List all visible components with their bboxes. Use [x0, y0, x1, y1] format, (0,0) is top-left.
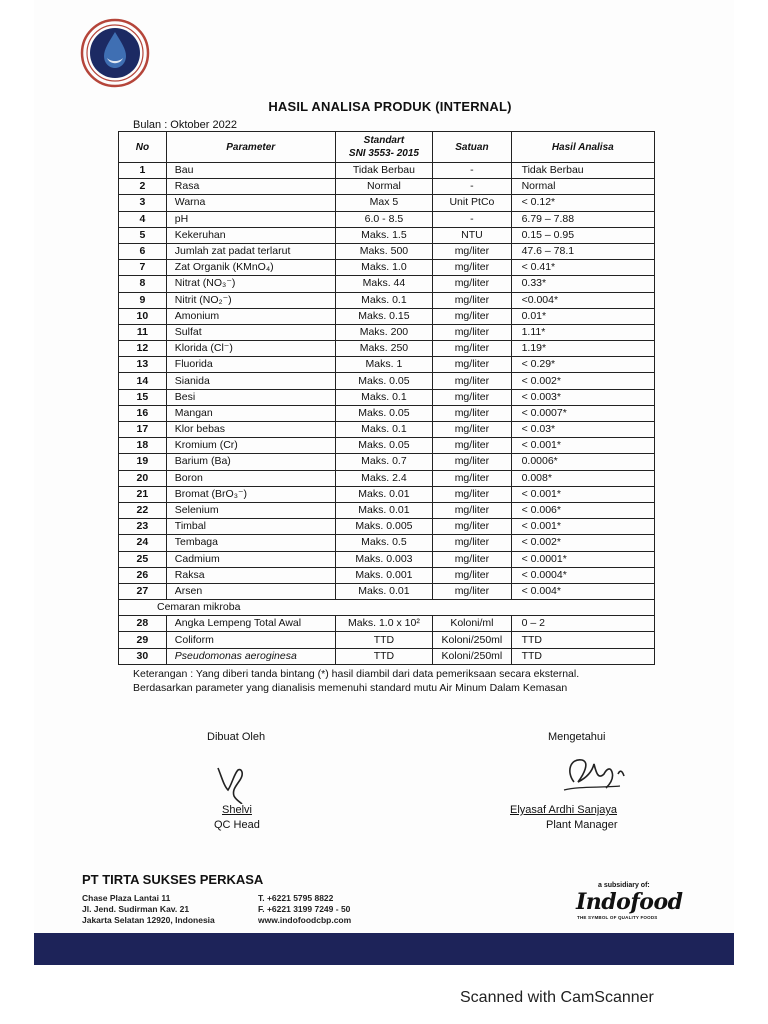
- table-row: [119, 276, 655, 292]
- cell-std: 6.0 - 8.5: [335, 211, 433, 227]
- cell-param: Nitrat (NO₃⁻): [166, 276, 335, 292]
- cell-unit: mg/liter: [433, 308, 511, 324]
- cell-unit: mg/liter: [433, 422, 511, 438]
- table-header-row: [119, 132, 655, 163]
- cell-std: Maks. 0.01: [335, 502, 433, 518]
- cell-res: < 0.003*: [511, 389, 654, 405]
- cell-std: Normal: [335, 179, 433, 195]
- cell-param: Mangan: [166, 405, 335, 421]
- cell-no: 5: [119, 227, 167, 243]
- cell-unit: mg/liter: [433, 276, 511, 292]
- cell-unit: mg/liter: [433, 438, 511, 454]
- cell-param: Bau: [166, 163, 335, 179]
- table-row: [119, 211, 655, 227]
- cell-param: Warna: [166, 195, 335, 211]
- report-month: Bulan : Oktober 2022: [133, 119, 237, 131]
- cell-no: 6: [119, 243, 167, 259]
- cell-std: Maks. 0.001: [335, 567, 433, 583]
- cell-no: 14: [119, 373, 167, 389]
- cell-std: Maks. 500: [335, 243, 433, 259]
- cell-no: 21: [119, 486, 167, 502]
- cell-param: Cadmium: [166, 551, 335, 567]
- cell-unit: -: [433, 211, 511, 227]
- cell-std: Maks. 0.05: [335, 405, 433, 421]
- cell-std: Maks. 0.003: [335, 551, 433, 567]
- cell-param: Kromium (Cr): [166, 438, 335, 454]
- cell-no: 1: [119, 163, 167, 179]
- cell-std: TTD: [335, 632, 433, 648]
- cell-res: Normal: [511, 179, 654, 195]
- cell-no: 19: [119, 454, 167, 470]
- table-row: [119, 227, 655, 243]
- cell-no: 28: [119, 616, 167, 632]
- cell-res: < 0.001*: [511, 486, 654, 502]
- table-row: [119, 502, 655, 518]
- cell-res: 0.0006*: [511, 454, 654, 470]
- cell-unit: Koloni/250ml: [433, 632, 511, 648]
- cell-res: < 0.0001*: [511, 551, 654, 567]
- cell-unit: mg/liter: [433, 454, 511, 470]
- cell-res: <0.004*: [511, 292, 654, 308]
- cell-param: Nitrit (NO₂⁻): [166, 292, 335, 308]
- cell-no: 29: [119, 632, 167, 648]
- cell-res: < 0.001*: [511, 438, 654, 454]
- cell-no: 26: [119, 567, 167, 583]
- cell-unit: mg/liter: [433, 357, 511, 373]
- cell-no: 9: [119, 292, 167, 308]
- indofood-logo: Indofood: [576, 889, 683, 915]
- cell-res: 0.01*: [511, 308, 654, 324]
- cell-unit: NTU: [433, 227, 511, 243]
- cell-unit: Koloni/250ml: [433, 648, 511, 664]
- cell-std: Maks. 1.0: [335, 260, 433, 276]
- cell-std: Maks. 250: [335, 341, 433, 357]
- table-row: [119, 486, 655, 502]
- cell-res: 6.79 – 7.88: [511, 211, 654, 227]
- page-title: HASIL ANALISA PRODUK (INTERNAL): [268, 99, 512, 114]
- known-by-name: Elyasaf Ardhi Sanjaya: [510, 804, 618, 816]
- cell-param: Klorida (Cl⁻): [166, 341, 335, 357]
- table-row: [119, 357, 655, 373]
- table-row: [119, 389, 655, 405]
- cell-param: Angka Lempeng Total Awal: [166, 616, 335, 632]
- cell-unit: mg/liter: [433, 260, 511, 276]
- table-row: [119, 519, 655, 535]
- cell-std: Tidak Berbau: [335, 163, 433, 179]
- cell-unit: -: [433, 163, 511, 179]
- cell-unit: mg/liter: [433, 324, 511, 340]
- col-result: Hasil Analisa: [511, 132, 654, 163]
- company-website: www.indofoodcbp.com: [258, 915, 352, 925]
- table-row: [119, 308, 655, 324]
- cell-param: Coliform: [166, 632, 335, 648]
- cell-param: Besi: [166, 389, 335, 405]
- cell-param: Raksa: [166, 567, 335, 583]
- cell-param: Klor bebas: [166, 422, 335, 438]
- cell-param: pH: [166, 211, 335, 227]
- cell-std: Maks. 1.0 x 10²: [335, 616, 433, 632]
- cell-no: 2: [119, 179, 167, 195]
- cell-unit: mg/liter: [433, 567, 511, 583]
- cell-std: Maks. 0.01: [335, 486, 433, 502]
- col-unit: Satuan: [433, 132, 511, 163]
- cell-no: 27: [119, 583, 167, 599]
- cell-res: 0.15 – 0.95: [511, 227, 654, 243]
- subsidiary-label: a subsidiary of:: [598, 882, 650, 889]
- cell-no: 4: [119, 211, 167, 227]
- cell-std: Maks. 200: [335, 324, 433, 340]
- cell-res: < 0.03*: [511, 422, 654, 438]
- cell-no: 11: [119, 324, 167, 340]
- cell-res: < 0.002*: [511, 535, 654, 551]
- table-row: [119, 616, 655, 632]
- cell-std: Maks. 0.5: [335, 535, 433, 551]
- note-line-2: Berdasarkan parameter yang dianalisis memenuhi standard mutu Air Minum Dalam Kemasan: [133, 682, 568, 694]
- table-row: [119, 243, 655, 259]
- cell-no: 3: [119, 195, 167, 211]
- col-no: No: [119, 132, 167, 163]
- note-line-1: Keterangan : Yang diberi tanda bintang (*) hasil diambil dari data pemeriksaan secara eksternal.: [133, 668, 580, 680]
- cell-param: Bromat (BrO₃⁻): [166, 486, 335, 502]
- cell-no: 10: [119, 308, 167, 324]
- cell-res: Tidak Berbau: [511, 163, 654, 179]
- table-row: [119, 373, 655, 389]
- col-standard: Standart SNI 3553- 2015: [335, 132, 433, 163]
- cell-param: Pseudomonas aeroginesa: [166, 648, 335, 664]
- cell-unit: mg/liter: [433, 502, 511, 518]
- table-row: [119, 163, 655, 179]
- table-row: [119, 260, 655, 276]
- section-label: Cemaran mikroba: [119, 600, 655, 616]
- cell-res: TTD: [511, 648, 654, 664]
- cell-std: Maks. 0.05: [335, 438, 433, 454]
- cell-no: 7: [119, 260, 167, 276]
- table-row: [119, 438, 655, 454]
- cell-param: Amonium: [166, 308, 335, 324]
- cell-no: 17: [119, 422, 167, 438]
- cell-no: 24: [119, 535, 167, 551]
- company-logo-icon: [80, 18, 150, 88]
- table-row: [119, 324, 655, 340]
- made-by-name: Shelvi: [222, 804, 252, 816]
- table-row: [119, 422, 655, 438]
- cell-res: 47.6 – 78.1: [511, 243, 654, 259]
- table-row: [119, 535, 655, 551]
- table-row: [119, 567, 655, 583]
- cell-res: < 0.41*: [511, 260, 654, 276]
- cell-param: Sulfat: [166, 324, 335, 340]
- cell-std: TTD: [335, 648, 433, 664]
- cell-res: < 0.12*: [511, 195, 654, 211]
- cell-res: < 0.001*: [511, 519, 654, 535]
- cell-unit: -: [433, 179, 511, 195]
- cell-res: < 0.0007*: [511, 405, 654, 421]
- cell-no: 30: [119, 648, 167, 664]
- cell-std: Maks. 0.05: [335, 373, 433, 389]
- cell-res: 0.33*: [511, 276, 654, 292]
- cell-std: Maks. 44: [335, 276, 433, 292]
- cell-unit: mg/liter: [433, 470, 511, 486]
- cell-unit: mg/liter: [433, 373, 511, 389]
- cell-res: 1.11*: [511, 324, 654, 340]
- made-by-label: Dibuat Oleh: [207, 731, 266, 743]
- cell-param: Barium (Ba): [166, 454, 335, 470]
- cell-unit: mg/liter: [433, 389, 511, 405]
- cell-no: 15: [119, 389, 167, 405]
- cell-unit: mg/liter: [433, 243, 511, 259]
- cell-res: < 0.29*: [511, 357, 654, 373]
- cell-res: < 0.0004*: [511, 567, 654, 583]
- cell-std: Maks. 0.01: [335, 583, 433, 599]
- cell-param: Timbal: [166, 519, 335, 535]
- cell-std: Max 5: [335, 195, 433, 211]
- cell-std: Maks. 0.7: [335, 454, 433, 470]
- cell-unit: mg/liter: [433, 535, 511, 551]
- cell-res: TTD: [511, 632, 654, 648]
- cell-no: 13: [119, 357, 167, 373]
- cell-res: < 0.004*: [511, 583, 654, 599]
- cell-std: Maks. 0.1: [335, 422, 433, 438]
- cell-std: Maks. 0.15: [335, 308, 433, 324]
- brand-tagline: THE SYMBOL OF QUALITY FOODS: [577, 915, 658, 920]
- cell-unit: mg/liter: [433, 292, 511, 308]
- table-row: [119, 405, 655, 421]
- table-row: [119, 292, 655, 308]
- cell-res: 0 – 2: [511, 616, 654, 632]
- analysis-table: [118, 131, 655, 665]
- cell-no: 16: [119, 405, 167, 421]
- cell-unit: mg/liter: [433, 551, 511, 567]
- cell-param: Zat Organik (KMnO₄): [166, 260, 335, 276]
- cell-no: 22: [119, 502, 167, 518]
- cell-param: Selenium: [166, 502, 335, 518]
- cell-unit: mg/liter: [433, 341, 511, 357]
- cell-std: Maks. 0.1: [335, 292, 433, 308]
- cell-param: Tembaga: [166, 535, 335, 551]
- scanner-watermark: Scanned with CamScanner: [460, 989, 654, 1006]
- known-by-role: Plant Manager: [546, 819, 618, 831]
- cell-unit: Koloni/ml: [433, 616, 511, 632]
- cell-param: Sianida: [166, 373, 335, 389]
- table-row: [119, 551, 655, 567]
- company-contact: T. +6221 5795 8822 F. +6221 3199 7249 - 50 www.indofoodcbp.com: [258, 893, 352, 925]
- table-row: [119, 195, 655, 211]
- signature-qc-head-icon: [208, 760, 268, 804]
- cell-res: 0.008*: [511, 470, 654, 486]
- notes: [133, 667, 579, 695]
- cell-unit: mg/liter: [433, 405, 511, 421]
- cell-no: 12: [119, 341, 167, 357]
- cell-param: Arsen: [166, 583, 335, 599]
- cell-res: 1.19*: [511, 341, 654, 357]
- col-parameter: Parameter: [166, 132, 335, 163]
- table-row: [119, 470, 655, 486]
- table-row: [119, 583, 655, 599]
- cell-res: < 0.006*: [511, 502, 654, 518]
- cell-param: Jumlah zat padat terlarut: [166, 243, 335, 259]
- table-row: [119, 179, 655, 195]
- table-row: [119, 341, 655, 357]
- cell-param: Fluorida: [166, 357, 335, 373]
- footer-band: [34, 933, 734, 965]
- cell-unit: mg/liter: [433, 519, 511, 535]
- cell-std: Maks. 1: [335, 357, 433, 373]
- cell-unit: mg/liter: [433, 486, 511, 502]
- cell-std: Maks. 0.1: [335, 389, 433, 405]
- known-by-label: Mengetahui: [548, 731, 606, 743]
- cell-no: 25: [119, 551, 167, 567]
- cell-no: 20: [119, 470, 167, 486]
- cell-no: 23: [119, 519, 167, 535]
- table-row: [119, 632, 655, 648]
- cell-std: Maks. 1.5: [335, 227, 433, 243]
- company-address: Chase Plaza Lantai 11 Jl. Jend. Sudirman Kav. 21 Jakarta Selatan 12920, Indonesia: [82, 893, 215, 925]
- cell-std: Maks. 0.005: [335, 519, 433, 535]
- signature-plant-manager-icon: [560, 752, 640, 798]
- cell-unit: mg/liter: [433, 583, 511, 599]
- cell-res: < 0.002*: [511, 373, 654, 389]
- cell-no: 8: [119, 276, 167, 292]
- table-row: [119, 648, 655, 664]
- cell-param: Rasa: [166, 179, 335, 195]
- table-row: [119, 454, 655, 470]
- cell-std: Maks. 2.4: [335, 470, 433, 486]
- cell-param: Boron: [166, 470, 335, 486]
- company-name: PT TIRTA SUKSES PERKASA: [82, 872, 264, 887]
- cell-unit: Unit PtCo: [433, 195, 511, 211]
- cell-no: 18: [119, 438, 167, 454]
- cell-param: Kekeruhan: [166, 227, 335, 243]
- made-by-role: QC Head: [214, 819, 260, 831]
- section-row: [119, 600, 655, 616]
